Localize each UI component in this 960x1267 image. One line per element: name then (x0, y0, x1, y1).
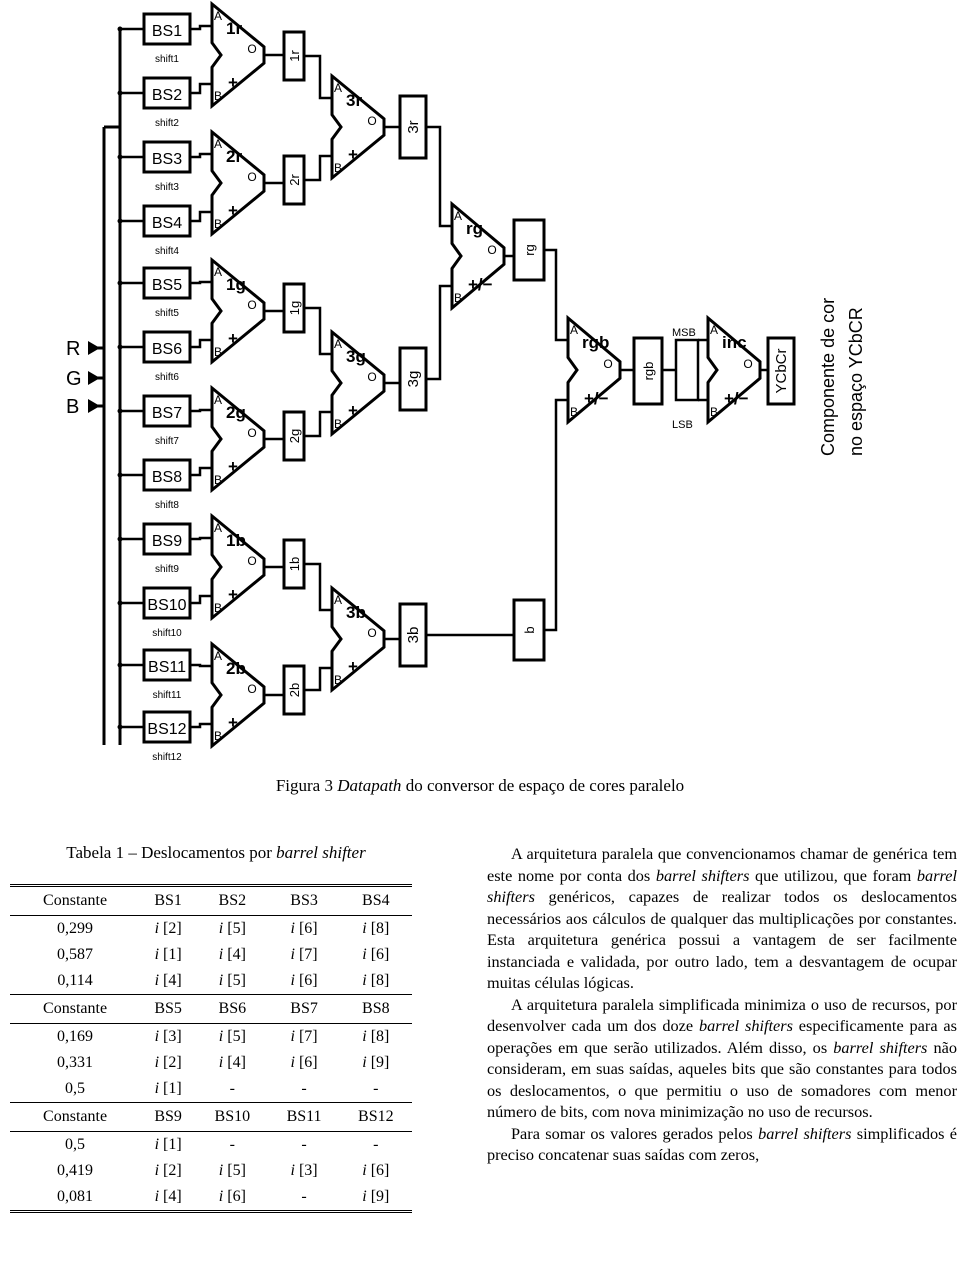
register-label: YCbCr (773, 348, 790, 394)
adder-name-label: 2g (226, 403, 246, 422)
table-cell: i [1] (154, 946, 182, 963)
barrel-shifter-label: BS2 (151, 87, 183, 104)
junction-dot (118, 281, 123, 286)
wire-bs-to-adder (190, 410, 212, 411)
port-a-label: A (570, 323, 579, 337)
port-b-label: B (214, 89, 223, 103)
input-bus (89, 30, 120, 745)
table-cell: i [6] (290, 1054, 318, 1071)
register-label: 2r (287, 174, 302, 186)
junction-dot (118, 91, 123, 96)
table-cell: i [8] (362, 1028, 390, 1045)
adder-name-label: rgb (582, 333, 610, 352)
input-label-G: G (66, 368, 82, 390)
table-cell: 0,169 (57, 1028, 94, 1045)
adder-op-label: +/− (724, 389, 749, 408)
table-cell: - (229, 1080, 235, 1097)
register-label: 3g (405, 370, 422, 388)
table-header-cell: BS5 (140, 995, 196, 1024)
paragraph-1: A arquitetura paralela que convencionamos chamar de genérica tem este nome por conta dos barrel shifters que utilizou, que foram barrel shifters genéricos, capazes de realizar todos os deslocamentos necessários aos cálculos de qualquer das multiplicações por constantes. Esta arquitetura genérica possui a vantagem de ser facilmente instanciada e validada, por outro lado, tem a desvantagem de ocupar muitas células lógicas. (487, 844, 958, 992)
adder-op-label: + (228, 329, 238, 348)
table-cell: 0,081 (10, 1184, 140, 1212)
table-header-cell: BS7 (269, 995, 340, 1024)
adder-name-label: 3r (346, 91, 363, 110)
register-label: rgb (641, 361, 656, 381)
port-a-label: A (214, 265, 223, 279)
barrel-shifter-label: BS4 (151, 215, 183, 232)
msb-label: MSB (672, 327, 696, 339)
adder-name-label: 2r (226, 147, 243, 166)
table-header-cell: Constante (10, 1103, 140, 1132)
shift-table (10, 884, 412, 1213)
port-a-label: A (214, 393, 223, 407)
figure-caption-prefix: Figura 3 (275, 776, 333, 795)
table-header-cell: BS12 (340, 1103, 412, 1132)
wire-bs-to-adder (190, 340, 212, 347)
junction-dot (118, 27, 123, 32)
barrel-shifter-label: BS5 (151, 277, 183, 294)
port-b-label: B (334, 417, 343, 431)
table-header-row (10, 886, 412, 916)
table-cell: i [5] (218, 920, 246, 937)
table-cell: - (301, 1136, 307, 1153)
table-cell: 0,5 (65, 1136, 86, 1153)
table-cell: i [2] (154, 920, 182, 937)
junction-dot (118, 601, 123, 606)
table-cell: 0,587 (57, 946, 94, 963)
figure-caption-rest: do conversor de espaço de cores paralelo (405, 776, 685, 795)
wire-reg-to-adder (304, 56, 332, 98)
table-row (10, 1050, 412, 1076)
junction-dot (118, 663, 123, 668)
wire-reg-to-adder (304, 412, 332, 436)
adder-op-label: + (228, 713, 238, 732)
port-b-label: B (214, 473, 223, 487)
port-b-label: B (334, 673, 343, 687)
input-label-B: B (66, 396, 80, 418)
barrel-shifter-label: BS10 (147, 597, 187, 614)
table-cell: - (301, 1080, 307, 1097)
port-b-label: B (214, 729, 223, 743)
port-b-label: B (214, 217, 223, 231)
wire-bs-to-adder (190, 538, 212, 539)
table-header-cell: BS6 (196, 995, 268, 1024)
table-cell: i [8] (362, 972, 390, 989)
port-o-label: O (247, 554, 257, 568)
port-b-label: B (454, 291, 463, 305)
table-header-cell: BS9 (140, 1103, 196, 1132)
register-label: 3b (405, 626, 422, 644)
table-cell: i [3] (154, 1028, 182, 1045)
table-cell: i [4] (140, 1184, 196, 1212)
barrel-shifter-label: BS7 (151, 405, 183, 422)
table-header-cell: Constante (10, 886, 140, 916)
wire-reg-to-adder (304, 156, 332, 180)
table-header-cell: BS11 (269, 1103, 340, 1132)
register-label: 1b (287, 556, 302, 572)
paragraph-3: Para somar os valores gerados pelos barrel shifters simplificados é preciso concatenar suas saídas com zeros, (487, 1123, 957, 1164)
port-b-label: B (214, 345, 223, 359)
barrel-shifter-label: BS11 (148, 659, 186, 676)
junction-dot (118, 473, 123, 478)
adder-name-label: 1r (226, 19, 243, 38)
wire-reg-to-adder (304, 564, 332, 610)
table-row (10, 1184, 412, 1212)
output-label-1: Componente de cor (818, 297, 838, 456)
table-caption (20, 843, 412, 863)
table-header-row (10, 1103, 412, 1132)
register-label: rg (522, 244, 537, 256)
port-o-label: O (247, 42, 257, 56)
junction-dot (118, 345, 123, 350)
wire-reg-to-adder (304, 308, 332, 354)
wire-3g-to-rg (426, 286, 452, 379)
table-cell: i [6] (290, 972, 318, 989)
table-caption-prefix: Tabela 1 – Deslocamentos por (66, 843, 272, 862)
table-cell: i [1] (154, 1136, 182, 1153)
table-cell: i [5] (218, 972, 246, 989)
table-cell: 0,331 (57, 1054, 94, 1071)
table-cell: i [5] (218, 1162, 246, 1179)
table-cell: i [6] (362, 1162, 390, 1179)
input-label-R: R (66, 338, 81, 360)
table-cell: i [2] (154, 1162, 182, 1179)
table-cell: i [1] (154, 1080, 182, 1097)
shift-label: shift10 (152, 628, 182, 639)
shift-label: shift11 (152, 690, 182, 701)
barrel-shifter-label: BS12 (147, 721, 187, 738)
port-b-label: B (570, 405, 579, 419)
port-a-label: A (334, 593, 343, 607)
barrel-shifter-label: BS6 (151, 341, 183, 358)
table-cell: i [7] (290, 946, 318, 963)
table-row (10, 1158, 412, 1184)
adder-name-label: 3g (346, 347, 366, 366)
table-header-cell: BS2 (196, 886, 268, 916)
adder-op-label: + (228, 73, 238, 92)
table-cell: i [9] (362, 1054, 390, 1071)
table-cell: - (373, 1080, 379, 1097)
wire-bs-to-adder (190, 665, 212, 666)
shift-label: shift4 (155, 246, 179, 257)
port-o-label: O (367, 626, 377, 640)
shift-label: shift3 (155, 182, 179, 193)
table-cell: i [4] (218, 1054, 246, 1071)
shift-label: shift7 (155, 436, 179, 447)
shift-label: shift5 (155, 308, 179, 319)
adder-op-label: +/− (584, 389, 609, 408)
table-header-row (10, 995, 412, 1024)
port-o-label: O (247, 682, 257, 696)
wires (118, 26, 769, 730)
wire-bs-to-adder (190, 282, 212, 283)
port-o-label: O (743, 357, 753, 371)
port-o-label: O (367, 114, 377, 128)
table-row (10, 968, 412, 995)
wire-bs-to-adder (190, 724, 212, 727)
port-a-label: A (214, 137, 223, 151)
register-label: 2g (287, 428, 302, 444)
table-header-cell: Constante (10, 995, 140, 1024)
table-row (10, 1024, 412, 1051)
register-label: 2b (287, 682, 302, 698)
body-text (487, 843, 957, 1166)
adder-op-label: + (228, 201, 238, 220)
output-label-2: no espaço YCbCR (846, 307, 866, 456)
table-cell: i [4] (154, 972, 182, 989)
adder-name-label: 1b (226, 531, 246, 550)
wire-3r-to-rg (426, 127, 452, 226)
port-a-label: A (334, 81, 343, 95)
port-b-label: B (214, 601, 223, 615)
adder-name-label: 1g (226, 275, 246, 294)
adder-op-label: + (228, 585, 238, 604)
table-header-cell: BS8 (340, 995, 412, 1024)
wire-msb-lsb (662, 340, 698, 400)
port-o-label: O (487, 243, 497, 257)
barrel-shifter-label: BS3 (151, 151, 183, 168)
figure-caption-italic: Datapath (337, 776, 402, 795)
wire-bs-to-adder (190, 84, 212, 93)
lsb-label: LSB (672, 419, 693, 431)
table-row (10, 942, 412, 968)
barrel-shifter-label: BS9 (151, 533, 183, 550)
wire-bs-to-adder (190, 154, 212, 157)
register-label: 1g (287, 300, 302, 316)
adder-name-label: rg (466, 219, 483, 238)
port-b-label: B (710, 405, 719, 419)
table-cell: 0,419 (57, 1162, 94, 1179)
adder-name-label: inc (722, 333, 747, 352)
register-label: 3r (405, 120, 422, 134)
wire-reg-to-adder (304, 668, 332, 690)
table-cell: 0,299 (57, 920, 94, 937)
port-a-label: A (214, 9, 223, 23)
port-b-label: B (334, 161, 343, 175)
junction-dot (118, 537, 123, 542)
wire-rg-to-rgb (544, 250, 568, 340)
table-cell: i [4] (218, 946, 246, 963)
adder-op-label: + (348, 657, 358, 676)
table-cell: i [9] (340, 1184, 412, 1212)
shift-label: shift12 (152, 752, 182, 763)
table-cell: i [6] (196, 1184, 268, 1212)
port-a-label: A (214, 649, 223, 663)
shift-label: shift2 (155, 118, 179, 129)
wire-bs-to-adder (190, 468, 212, 475)
table-row (10, 1076, 412, 1103)
table-cell: i [6] (362, 946, 390, 963)
table-cell: i [2] (154, 1054, 182, 1071)
junction-dot (118, 725, 123, 730)
table-cell: i [5] (218, 1028, 246, 1045)
port-a-label: A (334, 337, 343, 351)
table-header-cell: BS10 (196, 1103, 268, 1132)
figure-caption (0, 776, 960, 796)
shift-label: shift9 (155, 564, 179, 575)
shift-label: shift8 (155, 500, 179, 511)
port-a-label: A (710, 323, 719, 337)
junction-dot (118, 409, 123, 414)
junction-dot (118, 219, 123, 224)
register-label: b (522, 626, 537, 634)
adder-name-label: 2b (226, 659, 246, 678)
table-cell: i [6] (290, 920, 318, 937)
shift-label: shift6 (155, 372, 179, 383)
wire-bs-to-adder (190, 212, 212, 221)
paragraph-2: A arquitetura paralela simplificada minimiza o uso de recursos, por desenvolver cada um dos doze barrel shifters especificamente para as operações em que serão utilizados. Além disso, os barrel shifters não consideram, em suas saídas, aqueles bits que são constantes para todos os deslocamentos, o que permitiu o uso de somadores com menor número de bits, com nova minimização no uso de recursos. (487, 994, 957, 1121)
register-label: 1r (287, 50, 302, 62)
table-cell: - (229, 1136, 235, 1153)
adder-op-label: +/− (468, 275, 493, 294)
table-cell: - (269, 1184, 340, 1212)
adder-op-label: + (348, 401, 358, 420)
table-cell: 0,114 (57, 972, 93, 989)
port-a-label: A (214, 521, 223, 535)
table-caption-italic: barrel shifter (276, 843, 366, 862)
adder-op-label: + (348, 145, 358, 164)
barrel-shifter-label: BS1 (151, 23, 183, 40)
table-row (10, 1132, 412, 1159)
port-a-label: A (454, 209, 463, 223)
wire-bs-to-adder (190, 26, 212, 29)
wire-b-to-rgb (544, 400, 568, 630)
port-o-label: O (603, 357, 613, 371)
table-header-cell: BS3 (269, 886, 340, 916)
table-cell: 0,5 (65, 1080, 86, 1097)
table-cell: i [8] (362, 920, 390, 937)
port-o-label: O (367, 370, 377, 384)
junction-dot (118, 155, 123, 160)
adder-op-label: + (228, 457, 238, 476)
table-header-cell: BS1 (140, 886, 196, 916)
wire-bs-to-adder (190, 596, 212, 603)
table-cell: i [7] (290, 1028, 318, 1045)
port-o-label: O (247, 426, 257, 440)
table-row (10, 916, 412, 943)
table-cell: - (373, 1136, 379, 1153)
table-cell: i [3] (290, 1162, 318, 1179)
adder-name-label: 3b (346, 603, 366, 622)
barrel-shifter-label: BS8 (151, 469, 183, 486)
table-header-cell: BS4 (340, 886, 412, 916)
port-o-label: O (247, 298, 257, 312)
shift-label: shift1 (155, 54, 179, 65)
port-o-label: O (247, 170, 257, 184)
